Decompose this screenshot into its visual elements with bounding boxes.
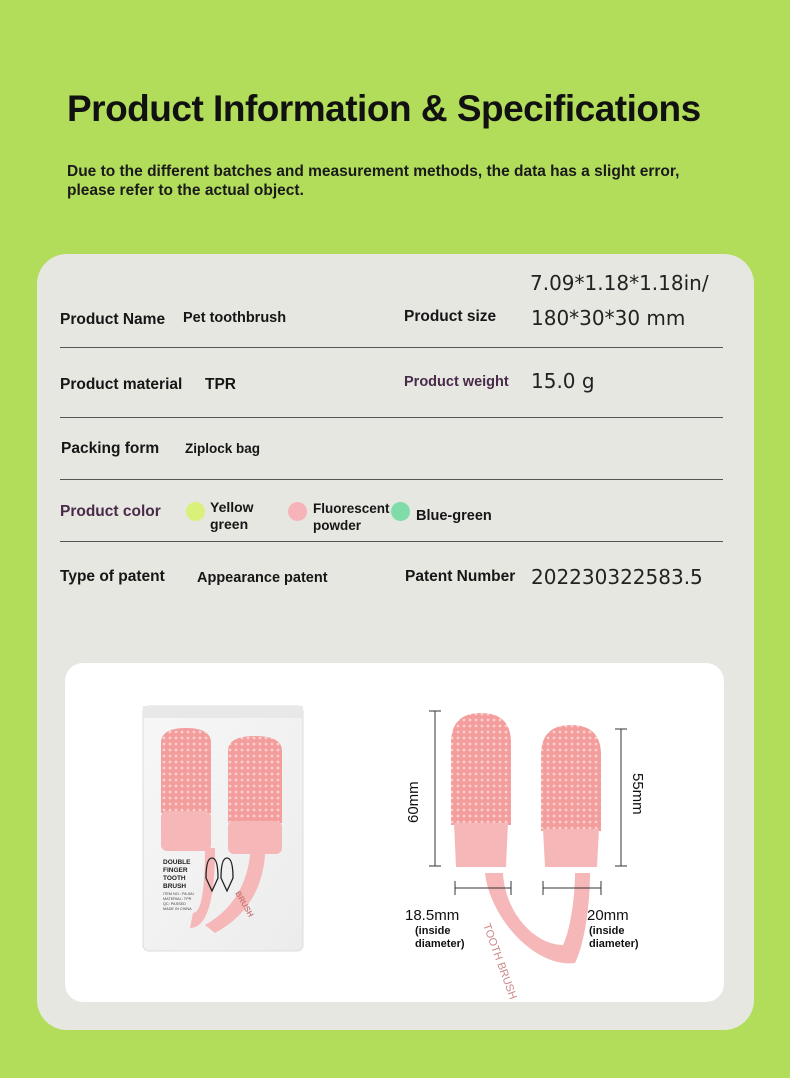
color-swatch-yellow-green[interactable]: [186, 502, 205, 521]
row-divider: [60, 417, 723, 418]
patent-number-value: 202230322583.5: [531, 565, 703, 589]
patent-number-label: Patent Number: [405, 568, 516, 585]
package-small-text: QC: PASSED: [163, 902, 186, 906]
diameter-20mm-label: 20mm: [587, 907, 629, 924]
product-material-label: Product material: [60, 376, 183, 393]
package-text-line: BRUSH: [163, 883, 187, 890]
package-bag: [143, 706, 303, 951]
height-55mm-label: 55mm: [629, 773, 646, 815]
row-divider: [60, 347, 723, 348]
product-color-label: Product color: [60, 503, 161, 520]
product-weight-value: 15.0 g: [531, 369, 595, 393]
color-option-yellow-green[interactable]: Yellow green: [210, 499, 254, 532]
diameter-note: (inside: [415, 925, 451, 937]
product-image-panel: [65, 663, 724, 1002]
color-option-blue-green[interactable]: Blue-green: [416, 508, 492, 524]
package-text-line: DOUBLE: [163, 859, 191, 866]
patent-type-label: Type of patent: [60, 568, 165, 585]
page-title: Product Information & Specifications: [67, 88, 701, 129]
height-60mm-label: 60mm: [405, 781, 422, 823]
product-illustration: [65, 663, 724, 1002]
package-small-text: MADE IN CHINA: [163, 907, 192, 911]
color-option-fluorescent-powder[interactable]: Fluorescent powder: [313, 501, 390, 533]
diameter-note: diameter): [415, 938, 465, 950]
product-name-value: Pet toothbrush: [183, 310, 287, 326]
package-strap-text: BRUSH: [233, 889, 256, 919]
disclaimer-note: Due to the different batches and measurement methods, the data has a slight error, please refer to the actual object.: [67, 163, 680, 199]
packing-form-value: Ziplock bag: [185, 441, 261, 456]
product-size-mm: 180*30*30 mm: [531, 306, 686, 330]
diameter-note: diameter): [589, 938, 639, 950]
package-small-text: ITEM NO.: PA-5AI: [163, 892, 194, 896]
package-small-text: MATERIAL: TPR: [163, 897, 192, 901]
packing-form-label: Packing form: [61, 440, 160, 457]
patent-type-value: Appearance patent: [197, 570, 328, 586]
strap-text: TOOTH BRUSH: [480, 921, 519, 1002]
product-weight-label: Product weight: [404, 374, 509, 390]
product-size-inches: 7.09*1.18*1.18in/: [530, 271, 709, 295]
row-divider: [60, 541, 723, 542]
product-size-label: Product size: [404, 308, 497, 325]
color-swatch-blue-green[interactable]: [391, 502, 410, 521]
product-name-label: Product Name: [60, 311, 166, 328]
diameter-note: (inside: [589, 925, 625, 937]
row-divider: [60, 479, 723, 480]
product-material-value: TPR: [205, 376, 236, 393]
package-text-line: FINGER: [163, 867, 188, 874]
color-swatch-fluorescent-powder[interactable]: [288, 502, 307, 521]
diameter-18-5mm-label: 18.5mm: [405, 907, 460, 924]
brush-with-dimensions: [405, 711, 646, 1001]
package-text-line: TOOTH: [163, 875, 186, 882]
